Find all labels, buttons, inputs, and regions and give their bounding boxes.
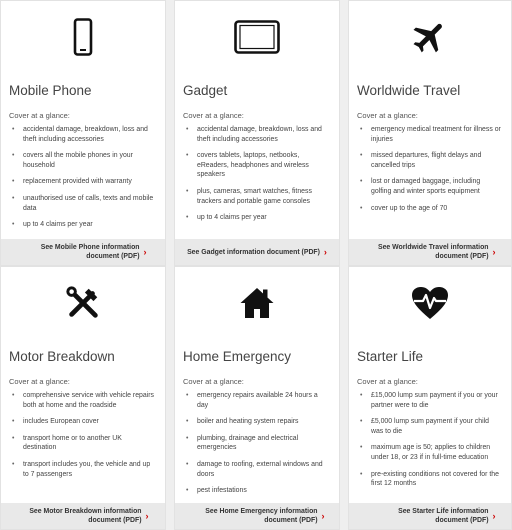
list-item: • covers all the mobile phones in your household <box>9 151 155 170</box>
product-card-starter-life <box>348 266 512 530</box>
cover-list <box>357 125 501 220</box>
list-item: • boiler and heating system repairs <box>183 417 329 427</box>
heart-pulse-icon <box>349 281 511 325</box>
chevron-right-icon: › <box>143 247 147 257</box>
list-item: • comprehensive service with vehicle repairs both at home and the roadside <box>9 391 155 410</box>
product-card-worldwide-travel <box>348 0 512 266</box>
cover-list <box>183 391 329 503</box>
list-item: • transport includes you, the vehicle and up to 7 passengers <box>9 460 155 479</box>
list-item: • £15,000 lump sum payment if you or your partner were to die <box>357 391 501 410</box>
product-title: Mobile Phone <box>9 83 92 98</box>
tools-icon <box>1 281 165 325</box>
list-item: • replacement provided with warranty <box>9 177 155 187</box>
info-document-link-text[interactable]: See Home Emergency information document (PDF) <box>205 508 318 524</box>
list-item: • damage to roofing, external windows and doors <box>183 460 329 479</box>
product-card-gadget <box>174 0 340 266</box>
chevron-right-icon: › <box>145 511 149 521</box>
info-document-link-text[interactable]: See Gadget information document (PDF) <box>187 248 320 256</box>
list-item: • includes European cover <box>9 417 155 427</box>
list-item: • cover up to the age of 70 <box>357 204 501 214</box>
product-title: Motor Breakdown <box>9 349 115 364</box>
list-item: • £5,000 lump sum payment if your child was to die <box>357 417 501 436</box>
cover-glance-label: Cover at a glance: <box>357 377 418 386</box>
product-title: Starter Life <box>357 349 424 364</box>
house-icon <box>175 281 339 325</box>
cover-glance-label: Cover at a glance: <box>9 377 70 386</box>
chevron-right-icon: › <box>323 247 327 257</box>
list-item: • up to 4 claims per year <box>183 213 329 223</box>
info-document-link[interactable] <box>349 503 511 529</box>
info-document-link[interactable] <box>1 239 165 265</box>
tablet-icon <box>175 15 339 59</box>
chevron-right-icon: › <box>492 247 496 257</box>
list-item: • plus, cameras, smart watches, fitness trackers and portable game consoles <box>183 187 329 206</box>
product-title: Gadget <box>183 83 228 98</box>
product-card-home-emergency <box>174 266 340 530</box>
product-title: Worldwide Travel <box>357 83 461 98</box>
cover-glance-label: Cover at a glance: <box>183 377 244 386</box>
cover-list <box>9 125 155 237</box>
info-document-link-text[interactable]: See Motor Breakdown information document (PDF) <box>29 508 142 524</box>
info-document-link[interactable] <box>1 503 165 529</box>
list-item: • accidental damage, breakdown, loss and theft including accessories <box>183 125 329 144</box>
cover-glance-label: Cover at a glance: <box>357 111 418 120</box>
info-document-link-text[interactable]: See Worldwide Travel information document (PDF) <box>377 244 489 260</box>
chevron-right-icon: › <box>321 511 325 521</box>
list-item: • plumbing, drainage and electrical emergencies <box>183 434 329 453</box>
list-item: • maximum age is 50; applies to children under 18, or 23 if in full-time education <box>357 443 501 462</box>
info-document-link[interactable] <box>175 503 339 529</box>
mobile-phone-icon <box>1 15 165 59</box>
chevron-right-icon: › <box>492 511 496 521</box>
product-card-mobile-phone <box>0 0 166 266</box>
list-item: • pre-existing conditions not covered for the first 12 months <box>357 470 501 489</box>
list-item: • covers tablets, laptops, netbooks, eReaders, headphones and wireless speakers <box>183 151 329 180</box>
list-item: • emergency repairs available 24 hours a day <box>183 391 329 410</box>
list-item: • emergency medical treatment for illness or injuries <box>357 125 501 144</box>
product-card-motor-breakdown <box>0 266 166 530</box>
list-item: • missed departures, flight delays and cancelled trips <box>357 151 501 170</box>
list-item: • pest infestations <box>183 486 329 496</box>
info-document-link[interactable] <box>175 239 339 265</box>
list-item: • accidental damage, breakdown, loss and theft including accessories <box>9 125 155 144</box>
cover-glance-label: Cover at a glance: <box>9 111 70 120</box>
info-document-link-text[interactable]: See Starter Life information document (PDF) <box>398 508 489 524</box>
list-item: • lost or damaged baggage, including golfing and winter sports equipment <box>357 177 501 196</box>
info-document-link-text[interactable]: See Mobile Phone information document (PDF) <box>40 244 140 260</box>
cover-list <box>357 391 501 496</box>
cover-list <box>183 125 329 230</box>
airplane-icon <box>349 15 511 59</box>
list-item: • up to 4 claims per year <box>9 220 155 230</box>
list-item: • unauthorised use of calls, texts and mobile data <box>9 194 155 213</box>
cover-list <box>9 391 155 486</box>
product-title: Home Emergency <box>183 349 292 364</box>
info-document-link[interactable] <box>349 239 511 265</box>
list-item: • transport home or to another UK destination <box>9 434 155 453</box>
cover-glance-label: Cover at a glance: <box>183 111 244 120</box>
